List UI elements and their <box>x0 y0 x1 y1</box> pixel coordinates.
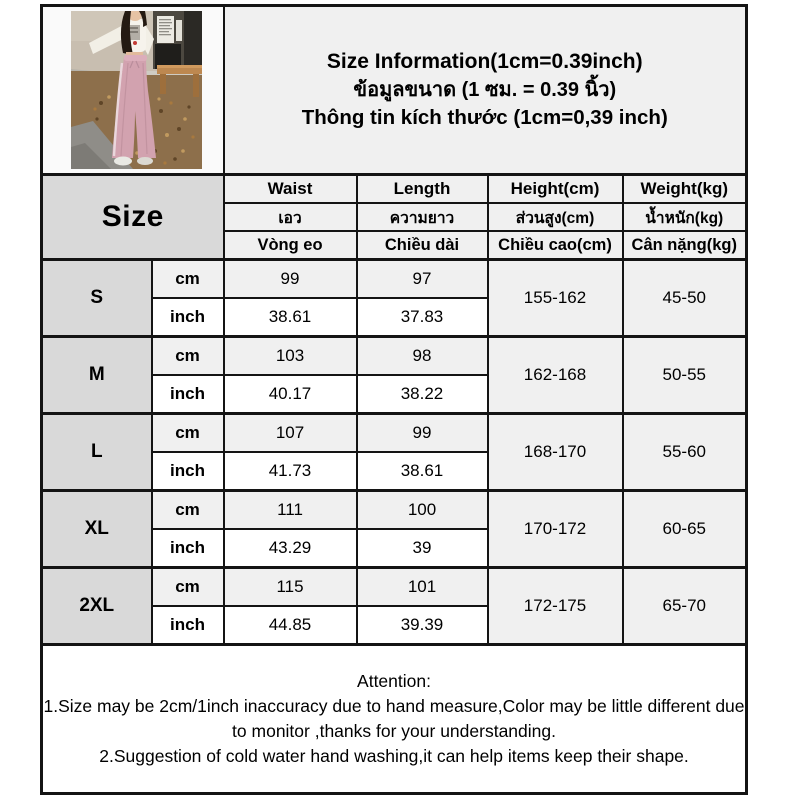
attention-note-1: 1.Size may be 2cm/1inch inaccuracy due to hand measure,Color may be little different due to monitor ,thanks for your understanding. <box>43 696 745 741</box>
length-cm-value: 98 <box>357 337 488 376</box>
unit-label-inch: inch <box>152 606 224 645</box>
unit-label-cm: cm <box>152 491 224 530</box>
title-thai: ข้อมูลขนาด (1 ซม. = 0.39 นิ้ว) <box>353 78 617 101</box>
size-corner-header: Size <box>42 175 224 260</box>
weight-range: 55-60 <box>623 414 747 491</box>
unit-label-cm: cm <box>152 568 224 607</box>
length-inch-value: 37.83 <box>357 298 488 337</box>
length-inch-value: 38.61 <box>357 452 488 491</box>
size-information-table <box>40 4 748 795</box>
header-waist-vi: Vòng eo <box>224 231 357 260</box>
top-row <box>42 6 747 175</box>
height-range: 168-170 <box>488 414 623 491</box>
header-height-vi: Chiều cao(cm) <box>488 231 623 260</box>
header-row-en <box>42 175 747 204</box>
product-photo-cell <box>42 6 224 175</box>
height-range: 155-162 <box>488 260 623 337</box>
size-row-s-cm <box>42 260 747 299</box>
size-label: XL <box>42 491 152 568</box>
length-inch-value: 38.22 <box>357 375 488 414</box>
unit-label-cm: cm <box>152 414 224 453</box>
waist-cm-value: 99 <box>224 260 357 299</box>
header-waist-en: Waist <box>224 175 357 204</box>
header-waist-th: เอว <box>224 203 357 231</box>
product-photo <box>43 8 223 172</box>
size-row-m-cm <box>42 337 747 376</box>
length-inch-value: 39.39 <box>357 606 488 645</box>
weight-range: 65-70 <box>623 568 747 645</box>
header-weight-vi: Cân nặng(kg) <box>623 231 747 260</box>
length-cm-value: 101 <box>357 568 488 607</box>
unit-label-cm: cm <box>152 337 224 376</box>
model-photo-illustration <box>71 11 202 169</box>
waist-inch-value: 44.85 <box>224 606 357 645</box>
header-weight-th: น้ำหนัก(kg) <box>623 203 747 231</box>
length-cm-value: 99 <box>357 414 488 453</box>
length-cm-value: 100 <box>357 491 488 530</box>
size-label: S <box>42 260 152 337</box>
waist-cm-value: 115 <box>224 568 357 607</box>
size-info-title-cell <box>224 6 747 175</box>
unit-label-inch: inch <box>152 529 224 568</box>
attention-note-2: 2.Suggestion of cold water hand washing,it can help items keep their shape. <box>99 745 689 766</box>
unit-label-inch: inch <box>152 298 224 337</box>
title-vietnamese: Thông tin kích thước (1cm=0,39 inch) <box>301 105 668 129</box>
size-label: M <box>42 337 152 414</box>
height-range: 170-172 <box>488 491 623 568</box>
height-range: 162-168 <box>488 337 623 414</box>
weight-range: 45-50 <box>623 260 747 337</box>
size-row-2xl-cm <box>42 568 747 607</box>
attention-heading: Attention: <box>357 671 431 692</box>
height-range: 172-175 <box>488 568 623 645</box>
size-label: L <box>42 414 152 491</box>
attention-notes <box>42 645 747 794</box>
waist-cm-value: 103 <box>224 337 357 376</box>
title-english: Size Information(1cm=0.39inch) <box>326 50 643 74</box>
waist-inch-value: 41.73 <box>224 452 357 491</box>
header-weight-en: Weight(kg) <box>623 175 747 204</box>
size-label: 2XL <box>42 568 152 645</box>
length-inch-value: 39 <box>357 529 488 568</box>
unit-label-inch: inch <box>152 452 224 491</box>
weight-range: 50-55 <box>623 337 747 414</box>
size-row-l-cm <box>42 414 747 453</box>
waist-inch-value: 38.61 <box>224 298 357 337</box>
waist-cm-value: 107 <box>224 414 357 453</box>
length-cm-value: 97 <box>357 260 488 299</box>
header-length-vi: Chiều dài <box>357 231 488 260</box>
unit-label-cm: cm <box>152 260 224 299</box>
header-length-en: Length <box>357 175 488 204</box>
size-row-xl-cm <box>42 491 747 530</box>
attention-row <box>42 645 747 794</box>
header-length-th: ความยาว <box>357 203 488 231</box>
weight-range: 60-65 <box>623 491 747 568</box>
waist-inch-value: 43.29 <box>224 529 357 568</box>
waist-inch-value: 40.17 <box>224 375 357 414</box>
header-height-th: ส่วนสูง(cm) <box>488 203 623 231</box>
header-height-en: Height(cm) <box>488 175 623 204</box>
waist-cm-value: 111 <box>224 491 357 530</box>
unit-label-inch: inch <box>152 375 224 414</box>
